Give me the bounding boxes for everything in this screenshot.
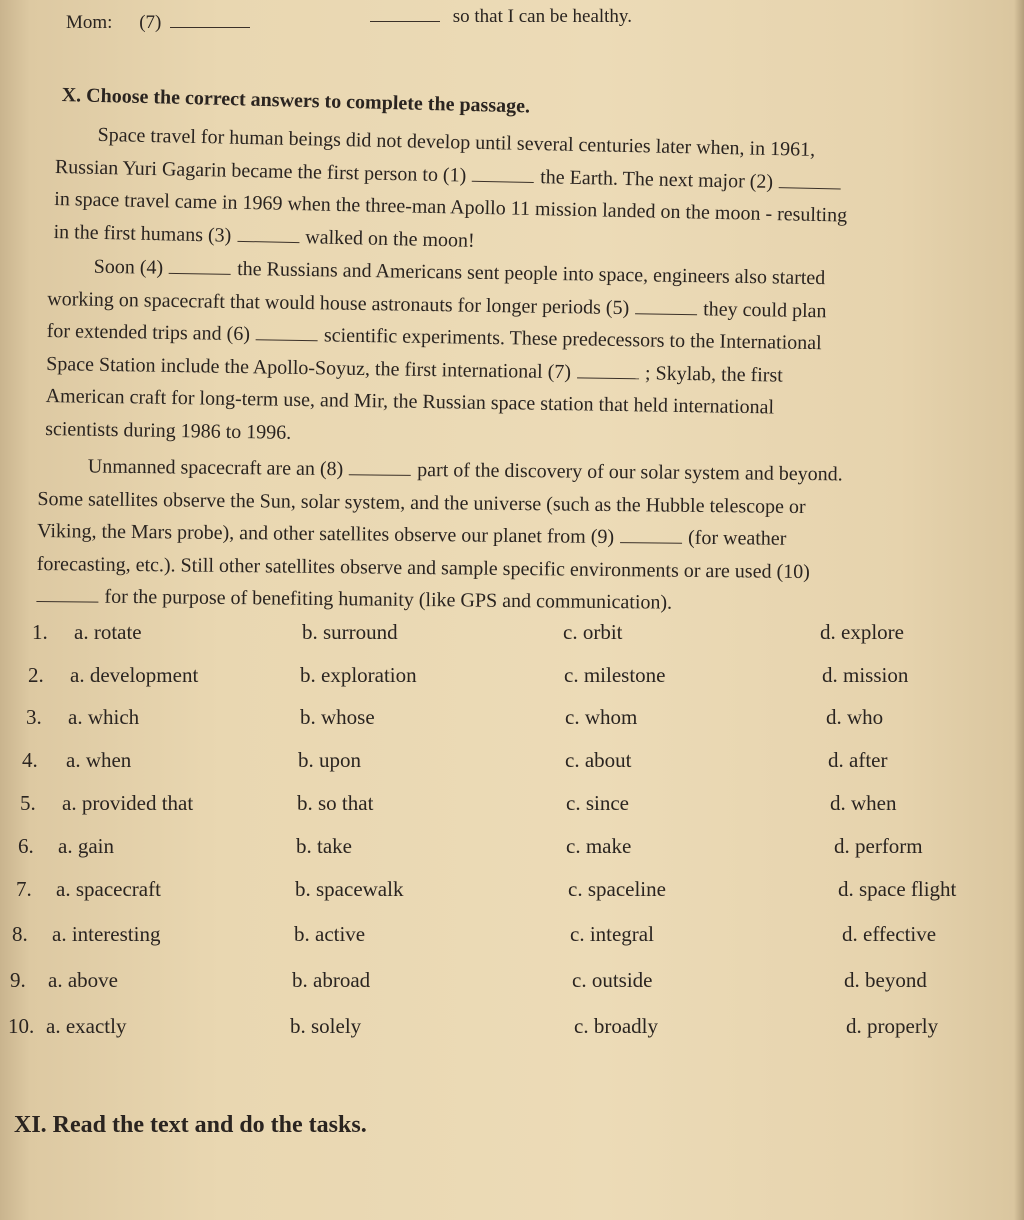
option-c[interactable]: c. integral — [570, 922, 654, 946]
p2-text: Space Station include the Apollo-Soyuz, the first international (7) — [46, 352, 572, 383]
p1-line-3: in space travel came in 1969 when the three-man Apollo 11 mission landed on the moon - resulting — [54, 187, 848, 227]
p2-text: the Russians and Americans sent people into space, engineers also started — [237, 257, 826, 290]
option-c[interactable]: c. broadly — [574, 1014, 658, 1038]
option-c[interactable]: c. since — [566, 791, 629, 815]
option-a[interactable]: a. development — [70, 663, 199, 687]
question-number: 9. — [10, 968, 26, 992]
p2-text: they could plan — [703, 297, 827, 322]
question-number: 3. — [26, 705, 42, 729]
p1-text: the Earth. The next major (2) — [540, 165, 774, 193]
option-a[interactable]: a. gain — [58, 834, 114, 858]
p3-text: Unmanned spacecraft are an (8) — [87, 455, 344, 481]
top-text-line — [370, 2, 632, 28]
p2-text: ; Skylab, the first — [644, 361, 783, 387]
option-a[interactable]: a. rotate — [74, 620, 142, 644]
section-10-title: X. Choose the correct answers to complete the passage. — [61, 84, 531, 118]
mom-label: Mom: — [66, 12, 113, 33]
top-text: so that I can be healthy. — [452, 6, 632, 27]
option-b[interactable]: b. take — [296, 834, 352, 858]
option-a[interactable]: a. exactly — [46, 1014, 127, 1038]
question-number: 7. — [16, 877, 32, 901]
option-b[interactable]: b. spacewalk — [295, 877, 404, 901]
blank-7 — [577, 363, 639, 379]
option-d[interactable]: d. mission — [822, 663, 909, 687]
option-a[interactable]: a. interesting — [52, 922, 161, 946]
p3-line-4: forecasting, etc.). Still other satellites observe and sample specific environments or are used (10) — [36, 552, 810, 583]
option-a[interactable]: a. above — [48, 968, 118, 992]
option-c[interactable]: c. milestone — [564, 663, 666, 687]
blank-5 — [635, 299, 697, 315]
p1-text: in the first humans (3) — [53, 220, 232, 247]
option-a[interactable]: a. spacecraft — [56, 877, 161, 901]
option-a[interactable]: a. which — [68, 705, 140, 729]
passage-paragraph-2 — [45, 250, 993, 460]
blank-8 — [349, 460, 411, 476]
blank-10 — [36, 587, 98, 603]
option-d[interactable]: d. who — [826, 705, 884, 729]
blank-4 — [169, 259, 231, 275]
option-a[interactable]: a. provided that — [62, 791, 194, 815]
option-b[interactable]: b. so that — [297, 791, 374, 815]
p1-text: walked on the moon! — [305, 225, 475, 252]
option-d[interactable]: d. properly — [846, 1014, 939, 1038]
question-number: 2. — [28, 663, 44, 687]
blank-6 — [256, 325, 318, 341]
option-c[interactable]: c. orbit — [563, 620, 623, 644]
passage-paragraph-1 — [53, 118, 984, 267]
p3-text: part of the discovery of our solar system and beyond. — [417, 458, 843, 486]
option-d[interactable]: d. space flight — [838, 877, 957, 901]
option-d[interactable]: d. explore — [820, 620, 904, 644]
option-b[interactable]: b. whose — [300, 705, 375, 729]
p2-text: scientific experiments. These predecessors to the International — [323, 324, 822, 355]
mom-line — [66, 8, 250, 34]
passage-paragraph-3 — [36, 450, 1012, 623]
option-d[interactable]: d. beyond — [844, 968, 927, 992]
blank-9 — [620, 528, 682, 544]
question-number: 8. — [12, 922, 28, 946]
question-number: 10. — [8, 1014, 35, 1038]
p2-line-6: scientists during 1986 to 1996. — [45, 417, 292, 444]
p1-text: Russian Yuri Gagarin became the first person to (1) — [54, 155, 467, 187]
p2-text: for extended trips and (6) — [46, 319, 251, 346]
blank-1 — [472, 166, 534, 182]
p3-text: (for weather — [687, 526, 787, 550]
answer-blank — [170, 8, 250, 28]
option-b[interactable]: b. active — [294, 922, 366, 946]
option-c[interactable]: c. make — [566, 834, 632, 858]
section-11-title: XI. Read the text and do the tasks. — [14, 1112, 367, 1138]
option-b[interactable]: b. solely — [290, 1014, 362, 1038]
p2-text: Soon (4) — [93, 255, 164, 279]
p3-text: Viking, the Mars probe), and other satellites observe our planet from (9) — [37, 519, 615, 549]
option-c[interactable]: c. spaceline — [568, 877, 666, 901]
blank-3 — [237, 226, 299, 242]
mom-number: (7) — [139, 12, 162, 33]
option-d[interactable]: d. effective — [842, 922, 937, 946]
p2-text: working on spacecraft that would house astronauts for longer periods (5) — [47, 287, 630, 319]
option-d[interactable]: d. after — [828, 748, 888, 772]
question-number: 4. — [22, 748, 38, 772]
question-number: 5. — [20, 791, 36, 815]
option-c[interactable]: c. whom — [565, 705, 638, 729]
answer-blank — [370, 2, 440, 22]
option-d[interactable]: d. when — [830, 791, 897, 815]
option-b[interactable]: b. abroad — [292, 968, 371, 992]
p3-line-2: Some satellites observe the Sun, solar system, and the universe (such as the Hubble telescope or — [37, 487, 806, 518]
p1-line-1: Space travel for human beings did not develop until several centuries later when, in 1961, — [97, 123, 816, 161]
option-d[interactable]: d. perform — [834, 834, 923, 858]
question-number: 1. — [32, 620, 48, 644]
p3-text: for the purpose of benefiting humanity (like GPS and communication). — [104, 585, 673, 614]
option-b[interactable]: b. exploration — [300, 663, 417, 687]
blank-2 — [779, 173, 841, 189]
option-c[interactable]: c. about — [565, 748, 632, 772]
option-b[interactable]: b. upon — [298, 748, 361, 772]
p2-line-5: American craft for long-term use, and Mir, the Russian space station that held international — [45, 384, 775, 419]
question-number: 6. — [18, 834, 34, 858]
option-b[interactable]: b. surround — [302, 620, 398, 644]
option-c[interactable]: c. outside — [572, 968, 653, 992]
option-a[interactable]: a. when — [66, 748, 132, 772]
page-edge-shadow — [1014, 0, 1024, 1220]
